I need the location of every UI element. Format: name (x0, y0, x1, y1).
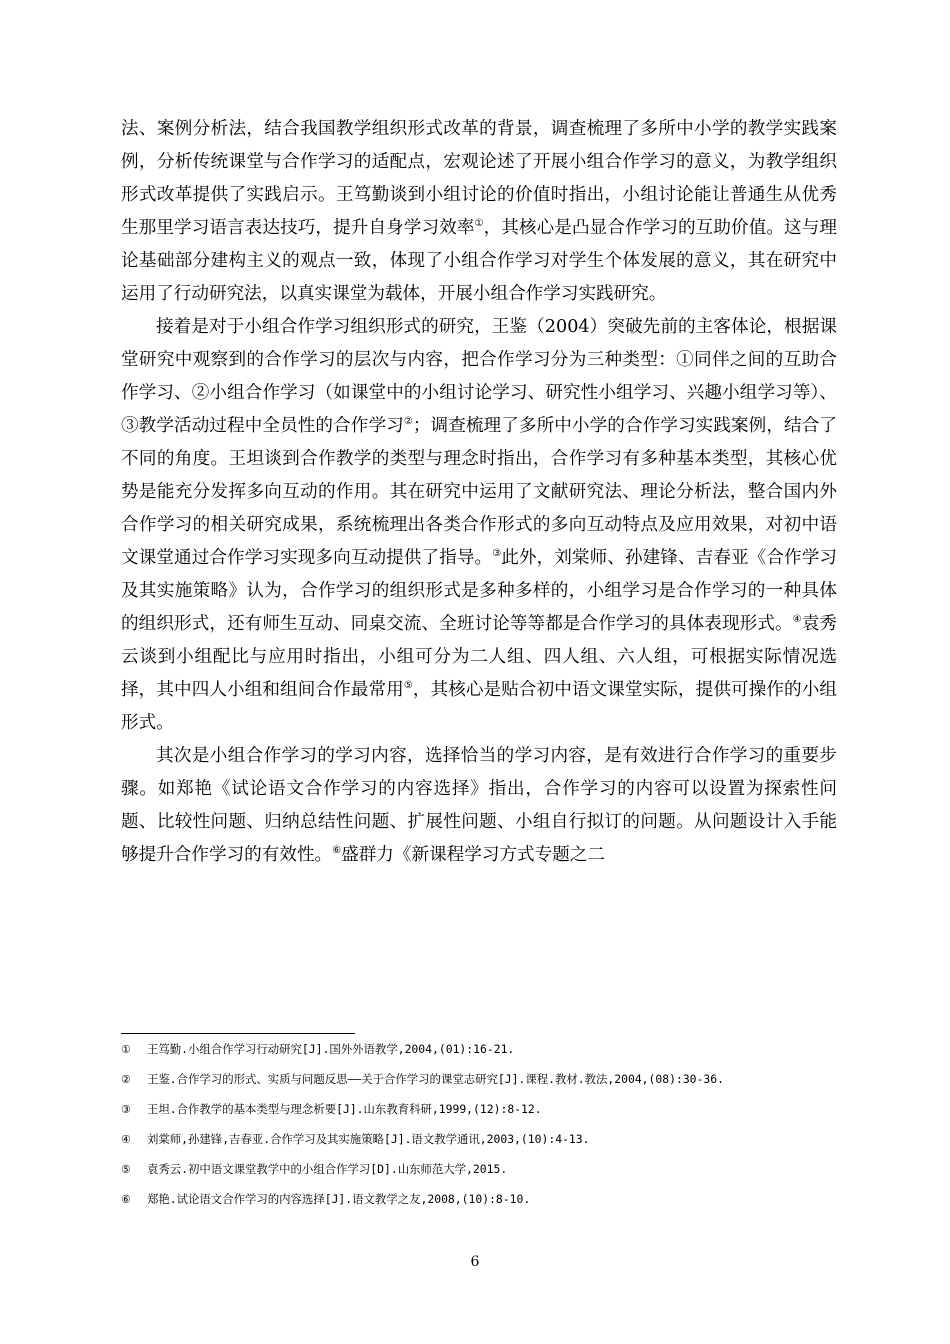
footnote-reference[interactable]: ⑥ (332, 845, 342, 857)
footnote (121, 1130, 837, 1149)
footnote-text: 郑艳.试论语文合作学习的内容选择[J].语文教学之友,2008,(10):8-10. (147, 1192, 531, 1206)
footnote-reference[interactable]: ① (474, 218, 484, 230)
footnote-text: 袁秀云.初中语文课堂教学中的小组合作学习[D].山东师范大学,2015. (147, 1162, 508, 1176)
paragraph (121, 113, 837, 311)
footnote-text: 刘棠师,孙建锋,吉春亚.合作学习及其实施策略[J].语文教学通讯,2003,(10):4-13. (147, 1132, 590, 1146)
footnote (121, 1190, 837, 1209)
footnote-text: 王笃勤.小组合作学习行动研究[J].国外外语教学,2004,(01):16-21. (147, 1042, 515, 1056)
footnote (121, 1070, 837, 1089)
paragraph-text: 法、案例分析法，结合我国教学组织形式改革的背景，调查梳理了多所中小学的教学实践案例，分析传统课堂与合作学习的适配点，宏观论述了开展小组合作学习的意义，为教学组织形式改革提供了实践启示。王笃勤谈到小组讨论的价值时指出，小组讨论能让普通生从优秀生那里学习语言表达技巧，提升自身学习效率 (121, 119, 837, 238)
footnote-text: 王坦.合作教学的基本类型与理念析要[J].山东教育科研,1999,(12):8-12. (147, 1102, 542, 1116)
paragraph-text: ；调查梳理了多所中小学的合作学习实践案例，结合了不同的角度。王坦谈到合作教学的类型与理念时指出，合作学习有多种基本类型，其核心优势是能充分发挥多向互动的作用。其在研究中运用了文献研究法、理论分析法，整合国内外合作学习的相关研究成果，系统梳理出各类合作形式的多向互动特点及应用效果，对初中语文课堂通过合作学习实现多向互动提供了指导。 (121, 416, 837, 568)
footnote (121, 1160, 837, 1179)
footnote-text: 王鉴.合作学习的形式、实质与问题反思——关于合作学习的课堂志研究[J].课程.教材.教法,2004,(08):30-36. (147, 1072, 724, 1086)
footnote-mark: ① (121, 1043, 131, 1056)
footnote-separator (121, 1033, 355, 1034)
paragraph (121, 740, 837, 872)
paragraph-text: ，其核心是凸显合作学习的互助价值。这与理论基础部分建构主义的观点一致，体现了小组合作学习对学生个体发展的意义，其在研究中运用了行动研究法，以真实课堂为载体，开展小组合作学习实践研究。 (121, 218, 837, 304)
footnote-reference[interactable]: ③ (492, 548, 502, 560)
page-number: 6 (470, 1254, 480, 1270)
paragraph-text: 袁秀云谈到小组配比与应用时指出，小组可分为二人组、四人组、六人组，可根据实际情况选择，其中四人小组和组间合作最常用 (121, 614, 837, 700)
footnote-mark: ⑤ (121, 1163, 131, 1176)
footnote-reference[interactable]: ⑤ (403, 680, 413, 692)
footnote-mark: ⑥ (121, 1193, 131, 1206)
footnote-mark: ② (121, 1073, 131, 1086)
paragraph (121, 311, 837, 740)
footnotes (121, 1040, 837, 1220)
paragraph-text: ，其核心是贴合初中语文课堂实际，提供可操作的小组形式。 (121, 680, 837, 733)
footnote (121, 1100, 837, 1119)
paragraph-text: 其次是小组合作学习的学习内容，选择恰当的学习内容，是有效进行合作学习的重要步骤。如郑艳《试论语文合作学习的内容选择》指出，合作学习的内容可以设置为探索性问题、比较性问题、归纳总结性问题、扩展性问题、小组自行拟订的问题。从问题设计入手能够提升合作学习的有效性。 (121, 746, 837, 865)
footnote-mark: ③ (121, 1103, 131, 1116)
body-text (121, 113, 837, 872)
paragraph-text: 此外，刘棠师、孙建锋、吉春亚《合作学习及其实施策略》认为，合作学习的组织形式是多种多样的，小组学习是合作学习的一种具体的组织形式，还有师生互动、同桌交流、全班讨论等等都是合作学习的具体表现形式。 (121, 548, 837, 634)
footnote-reference[interactable]: ④ (792, 614, 802, 626)
paragraph-text: 接着是对于小组合作学习组织形式的研究，王鉴（2004）突破先前的主客体论，根据课堂研究中观察到的合作学习的层次与内容，把合作学习分为三种类型：①同伴之间的互助合作学习、②小组合作学习（如课堂中的小组讨论学习、研究性小组学习、兴趣小组学习等）、③教学活动过程中全员性的合作学习 (121, 317, 837, 436)
footnote-reference[interactable]: ② (403, 416, 413, 428)
footnote-mark: ④ (121, 1133, 131, 1146)
paragraph-text: 盛群力《新课程学习方式专题之二 (341, 845, 606, 865)
footnote (121, 1040, 837, 1059)
